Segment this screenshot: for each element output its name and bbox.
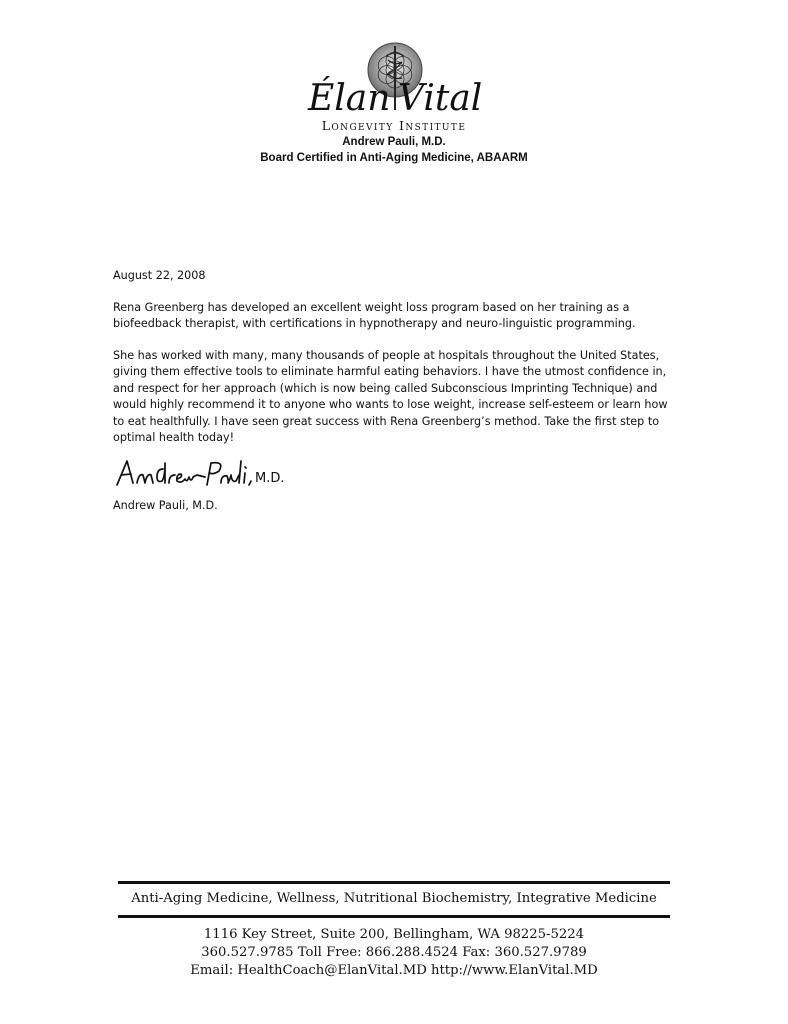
- signature-name: Andrew Pauli, M.D.: [113, 499, 218, 512]
- letterhead-doctor: Andrew Pauli, M.D.: [342, 136, 446, 148]
- footer-top-rule: [118, 881, 670, 884]
- footer-tagline: Anti-Aging Medicine, Wellness, Nutritional Biochemistry, Integrative Medicine: [131, 891, 657, 906]
- svg-text:Vital: Vital: [398, 78, 483, 119]
- handwritten-signature: [113, 455, 288, 493]
- elan-vital-logo: [300, 40, 490, 126]
- letter-paragraph-1: Rena Greenberg has developed an excellent weight loss program based on her training as a biofeedback therapist, with certifications in hypnotherapy and neuro-linguistic programming.: [113, 301, 636, 331]
- footer-phones: 360.527.9785 Toll Free: 866.288.4524 Fax: 360.527.9789: [201, 945, 587, 960]
- letterhead-certification: Board Certified in Anti-Aging Medicine, ABAARM: [260, 152, 528, 164]
- svg-text:M.D.: M.D.: [255, 471, 285, 486]
- footer-contact: Email: HealthCoach@ElanVital.MD http://www.ElanVital.MD: [190, 963, 598, 978]
- letter-date: August 22, 2008: [113, 269, 206, 282]
- svg-text:Élan: Élan: [308, 78, 391, 119]
- footer-address: 1116 Key Street, Suite 200, Bellingham, WA 98225-5224: [203, 927, 585, 942]
- letter-paragraph-2: She has worked with many, many thousands of people at hospitals throughout the United States, giving them effective tools to eliminate harmful eating behaviors. I have the utmost confidence in, and respect for her approach (which is now being called Subconscious Imprinting Technique) and would highly recommend it to anyone who wants to lose weight, increase self-esteem or learn how to eat healthfully. I have seen great success with Rena Greenberg’s method. Take the first step to optimal health today!: [113, 349, 668, 445]
- footer-bottom-rule: [118, 915, 670, 918]
- institute-name: Longevity Institute: [321, 118, 467, 133]
